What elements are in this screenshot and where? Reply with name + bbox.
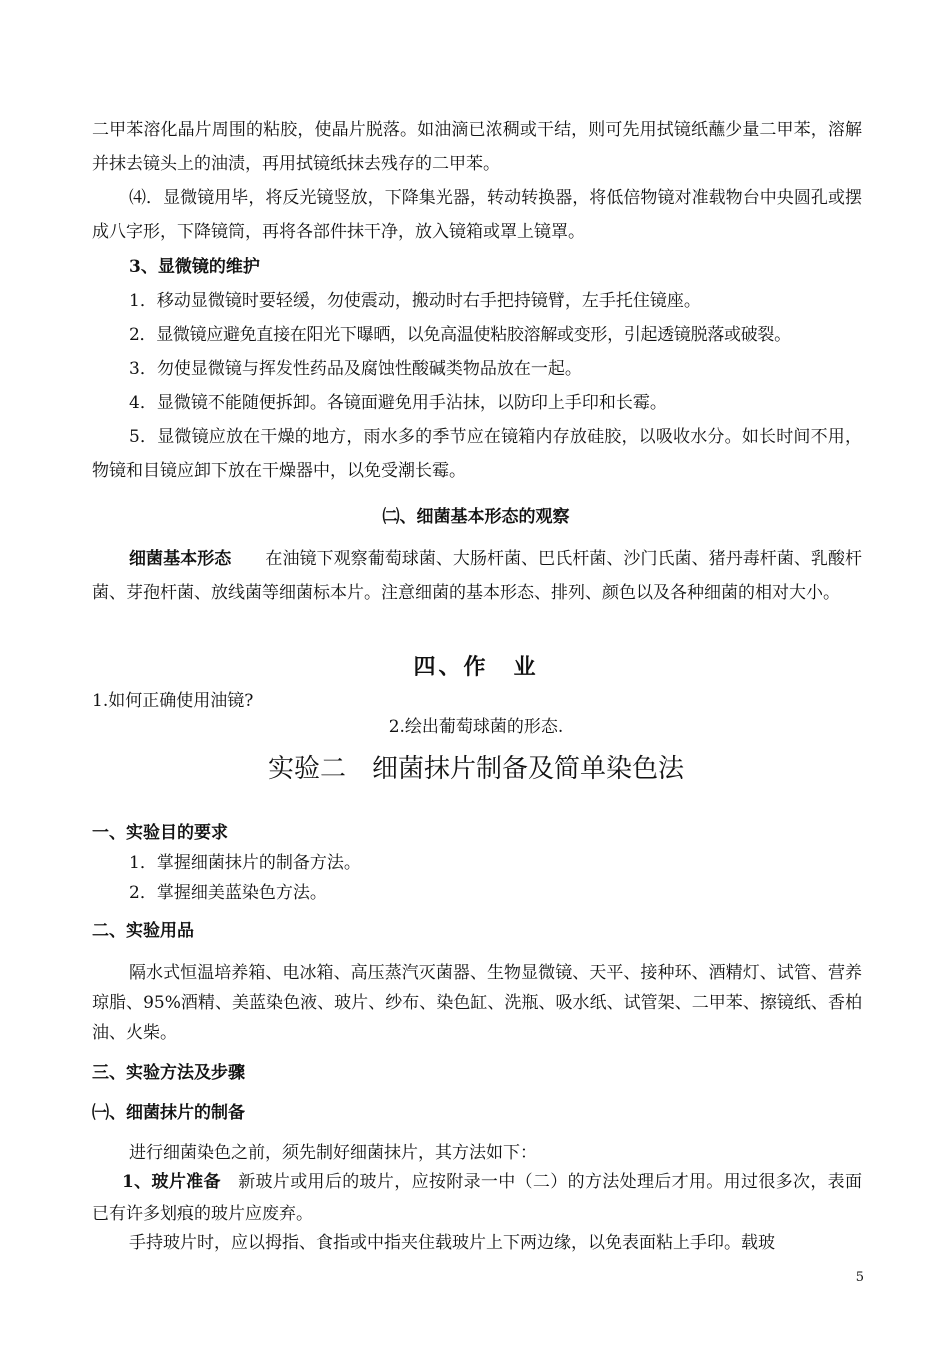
maintenance-item-1: 1．移动显微镜时要轻缓，勿使震动，搬动时右手把持镜臂，左手托住镜座。	[129, 291, 701, 311]
section-3-heading: 三、实验方法及步骤	[92, 1063, 245, 1083]
section-1-item-1: 1．掌握细菌抹片的制备方法。	[129, 853, 361, 873]
step-1-paragraph	[92, 1166, 862, 1230]
homework-heading: 四、作 业	[413, 654, 539, 680]
maintenance-item-2: 2．显微镜应避免直接在阳光下曝晒，以免高温使粘胶溶解或变形，引起透镜脱落或破裂。	[129, 325, 791, 345]
maintenance-item-4: 4．显微镜不能随便拆卸。各镜面避免用手沾抹，以防印上手印和长霉。	[129, 393, 667, 413]
maintenance-heading: 3、显微镜的维护	[129, 257, 260, 277]
maintenance-item-5: 5．显微镜应放在干燥的地方，雨水多的季节应在镜箱内存放硅胶，以吸收水分。如长时间不用，物镜和目镜应卸下放在干燥器中，以免受潮长霉。	[92, 427, 862, 481]
step-1-text: 新玻片或用后的玻片，应按附录一中（二）的方法处理后才用。用过很多次，表面已有许多划痕的玻片应废弃。	[92, 1172, 862, 1224]
observation-text: 在油镜下观察葡萄球菌、大肠杆菌、巴氏杆菌、沙门氏菌、猪丹毒杆菌、乳酸杆菌、芽孢杆菌、放线菌等细菌标本片。注意细菌的基本形态、排列、颜色以及各种细菌的相对大小。	[92, 549, 863, 603]
homework-question-1: 1.如何正确使用油镜?	[92, 691, 254, 711]
observation-heading: ㈡、细菌基本形态的观察	[382, 507, 570, 527]
maintenance-item-3: 3．勿使显微镜与挥发性药品及腐蚀性酸碱类物品放在一起。	[129, 359, 582, 379]
experiment-title: 实验二 细菌抹片制备及简单染色法	[267, 754, 684, 784]
page-number: 5	[855, 1270, 864, 1285]
section-2-text: 隔水式恒温培养箱、电冰箱、高压蒸汽灭菌器、生物显微镜、天平、接种环、酒精灯、试管、营养琼脂、95%酒精、美蓝染色液、玻片、纱布、染色缸、洗瓶、吸水纸、试管架、二甲苯、擦镜纸、香柏油、火柴。	[92, 963, 862, 1043]
homework-question-2: 2.绘出葡萄球菌的形态.	[388, 717, 564, 737]
section-3-subheading: ㈠、细菌抹片的制备	[92, 1103, 245, 1123]
section-2-heading: 二、实验用品	[92, 921, 194, 941]
paragraph-xylene: 二甲苯溶化晶片周围的粘胶，使晶片脱落。如油滴已浓稠或干结，则可先用拭镜纸蘸少量二甲苯，溶解并抹去镜头上的油渍，再用拭镜纸抹去残存的二甲苯。	[92, 120, 862, 174]
section-3-intro: 进行细菌染色之前，须先制好细菌抹片，其方法如下：	[129, 1143, 537, 1163]
observation-lead: 细菌基本形态	[129, 549, 232, 569]
observation-paragraph	[92, 542, 862, 610]
section-1-item-2: 2．掌握细美蓝染色方法。	[129, 883, 327, 903]
step-1-hold: 手持玻片时，应以拇指、食指或中指夹住载玻片上下两边缘，以免表面粘上手印。载玻	[129, 1233, 775, 1253]
paragraph-after-use: ⑷．显微镜用毕，将反光镜竖放，下降集光器，转动转换器，将低倍物镜对准载物台中央圆孔或摆成八字形，下降镜筒，再将各部件抹干净，放入镜箱或罩上镜罩。	[92, 188, 862, 242]
step-1-lead: 1、玻片准备	[122, 1172, 221, 1192]
section-1-heading: 一、实验目的要求	[92, 823, 228, 843]
